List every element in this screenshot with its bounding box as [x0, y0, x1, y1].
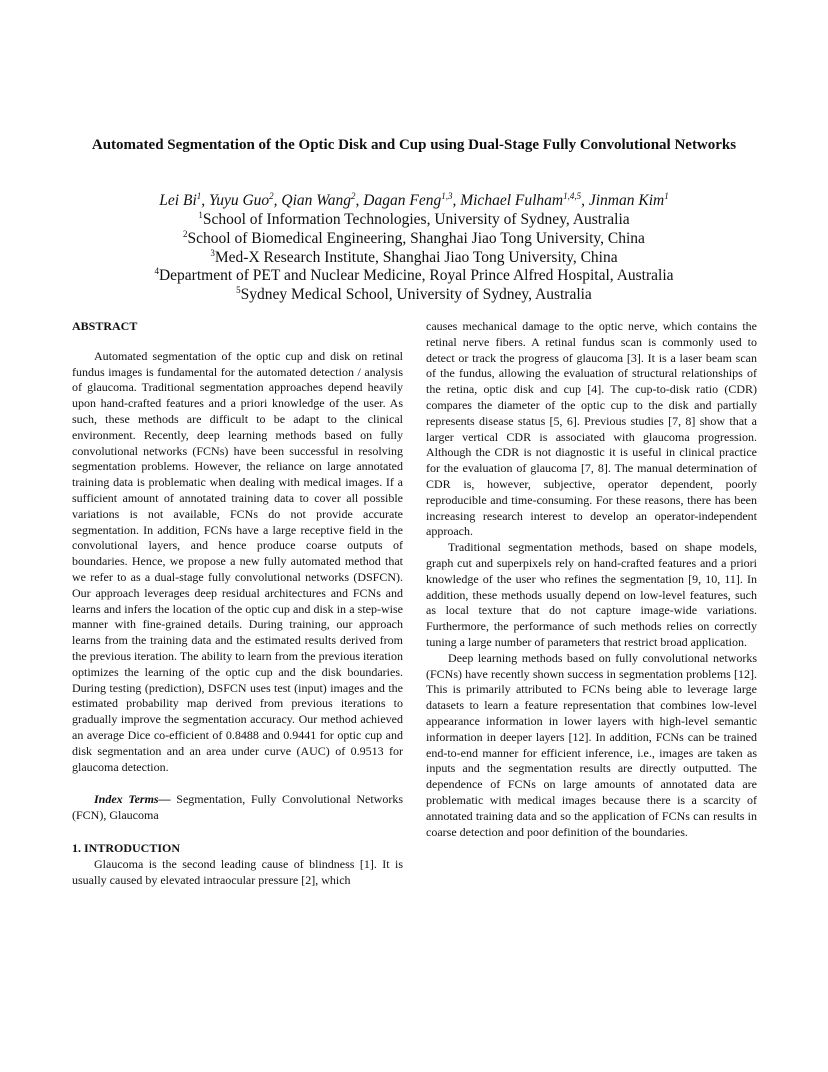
affiliation: $^2$School of Biomedical Engineering, Shanghai Jiao Tong University, China — [183, 228, 645, 247]
author: Yuyu Guo$^2$ — [209, 190, 274, 209]
author: Dagan Feng$^{1,3}$ — [363, 190, 453, 209]
author: Qian Wang$^2$ — [281, 190, 356, 209]
intro-paragraph-3: Deep learning methods based on fully convolutional networks (FCNs) have recently shown success in segmentation problems [12]. This is primarily attributed to FCNs being able to leverage large datasets to learn a feature representation that combines low-level appearance information in lower layers with high-level semantic information in deeper layers [12]. In addition, FCNs can be trained end-to-end manner for efficient inference, i.e., images are taken as inputs and the segmentation results are directly outputted. The dependence of FCNs on large amounts of annotated data are problematic with medical images because there is a scarcity of annotated training data and so the application of FCNs can results in coarse detection and poor definition of the boundaries. — [426, 650, 757, 839]
affiliation: $^1$School of Information Technologies, University of Sydney, Australia — [198, 209, 630, 228]
author: Michael Fulham$^{1,4,5}$ — [460, 190, 582, 209]
affiliation: $^5$Sydney Medical School, University of Sydney, Australia — [236, 284, 592, 303]
intro-paragraph-1-continued: causes mechanical damage to the optic nerve, which contains the retinal nerve fibers. A retinal fundus scan is commonly used to detect or track the progress of glaucoma [3]. It is a laser beam scan of the fundus, allowing the evaluation of structural relationships of the retina, optic disk and cup [4]. The cup-to-disk ratio (CDR) compares the diameter of the optic cup to the disk and partially represents disease status [5, 6]. Previous studies [7, 8] show that a larger vertical CDR is associated with glaucoma progression. Although the CDR is not diagnostic it is useful in clinical practice for the evaluation of glaucoma [7, 8]. The manual determination of CDR is, however, subjective, operator dependent, poorly reproducible and time-consuming. For these reasons, there has been increasing research interest to develop an operator-independent approach. — [426, 319, 757, 539]
affiliation: $^4$Department of PET and Nuclear Medicine, Royal Prince Alfred Hospital, Australia — [154, 265, 674, 284]
abstract-heading: ABSTRACT — [72, 319, 138, 333]
right-column — [426, 319, 757, 840]
paper-title: Automated Segmentation of the Optic Disk and Cup using Dual-Stage Fully Convolutional Networks — [91, 137, 737, 153]
affiliation: $^3$Med-X Research Institute, Shanghai Jiao Tong University, China — [210, 247, 618, 266]
author: Lei Bi$^1$ — [159, 190, 202, 209]
author-list: Lei Bi$^1$, Yuyu Guo$^2$, Qian Wang$^2$, Dagan Feng$^{1,3}$, Michael Fulham$^{1,4,5}$, Jinman Kim$^1$ — [159, 190, 669, 209]
introduction-heading: 1. INTRODUCTION — [72, 840, 181, 855]
abstract-text: Automated segmentation of the optic cup and disk on retinal fundus images is fundamental for the automated detection / analysis of glaucoma. Traditional segmentation approaches depend heavily upon hand-crafted features and a priori knowledge of the user. As such, these methods are difficult to be adapt to the clinical environment. Recently, deep learning methods based on fully convolutional networks (FCNs) have been successful in resolving segmentation problems. However, the reliance on large annotated training data is problematic when dealing with medical images. If a sufficient amount of annotated training data to cover all possible variations is not available, FCNs do not provide accurate segmentation. In addition, FCNs have a large receptive field in the convolutional layers, and hence produce coarse outputs of boundaries. Hence, we propose a new fully automated method that we refer to as a dual-stage fully convolutional networks (DSFCN). Our approach leverages deep residual architectures and FCNs and learns and infers the location of the optic cup and disk in a step-wise manner with fine-grained details. During training, our approach learns from the training data and the estimated results derived from the previous iteration. The ability to learn from the previous iteration optimizes the learning of the optic cup and the disk boundaries. During testing (prediction), DSFCN uses test (input) images and the estimated probability map derived from previous iterations to gradually improve the segmentation accuracy. Our method achieved an average Dice co-efficient of 0.8488 and 0.9441 for optic cup and disk segmentation and an area under curve (AUC) of 0.9513 for glaucoma detection. — [72, 348, 403, 774]
index-terms-text: Segmentation, Fully Convolutional Networks (FCN), Glaucoma — [72, 792, 403, 823]
left-column — [72, 319, 403, 888]
intro-paragraph-1: Glaucoma is the second leading cause of blindness [1]. It is usually caused by elevated intraocular pressure [2], which — [72, 856, 403, 887]
index-terms — [72, 792, 403, 824]
intro-paragraph-2: Traditional segmentation methods, based on shape models, graph cut and superpixels rely on hand-crafted features and a priori knowledge of the user who refines the segmentation [9, 10, 11]. In addition, these methods usually depend on low-level features, such as local texture that do not capture image-wide variations. Furthermore, the performance of such methods relies on correctly tuning a large number of parameters that restrict broad application. — [426, 540, 757, 649]
index-terms-label: Index Terms— — [94, 792, 171, 807]
author: Jinman Kim$^1$ — [588, 190, 669, 209]
